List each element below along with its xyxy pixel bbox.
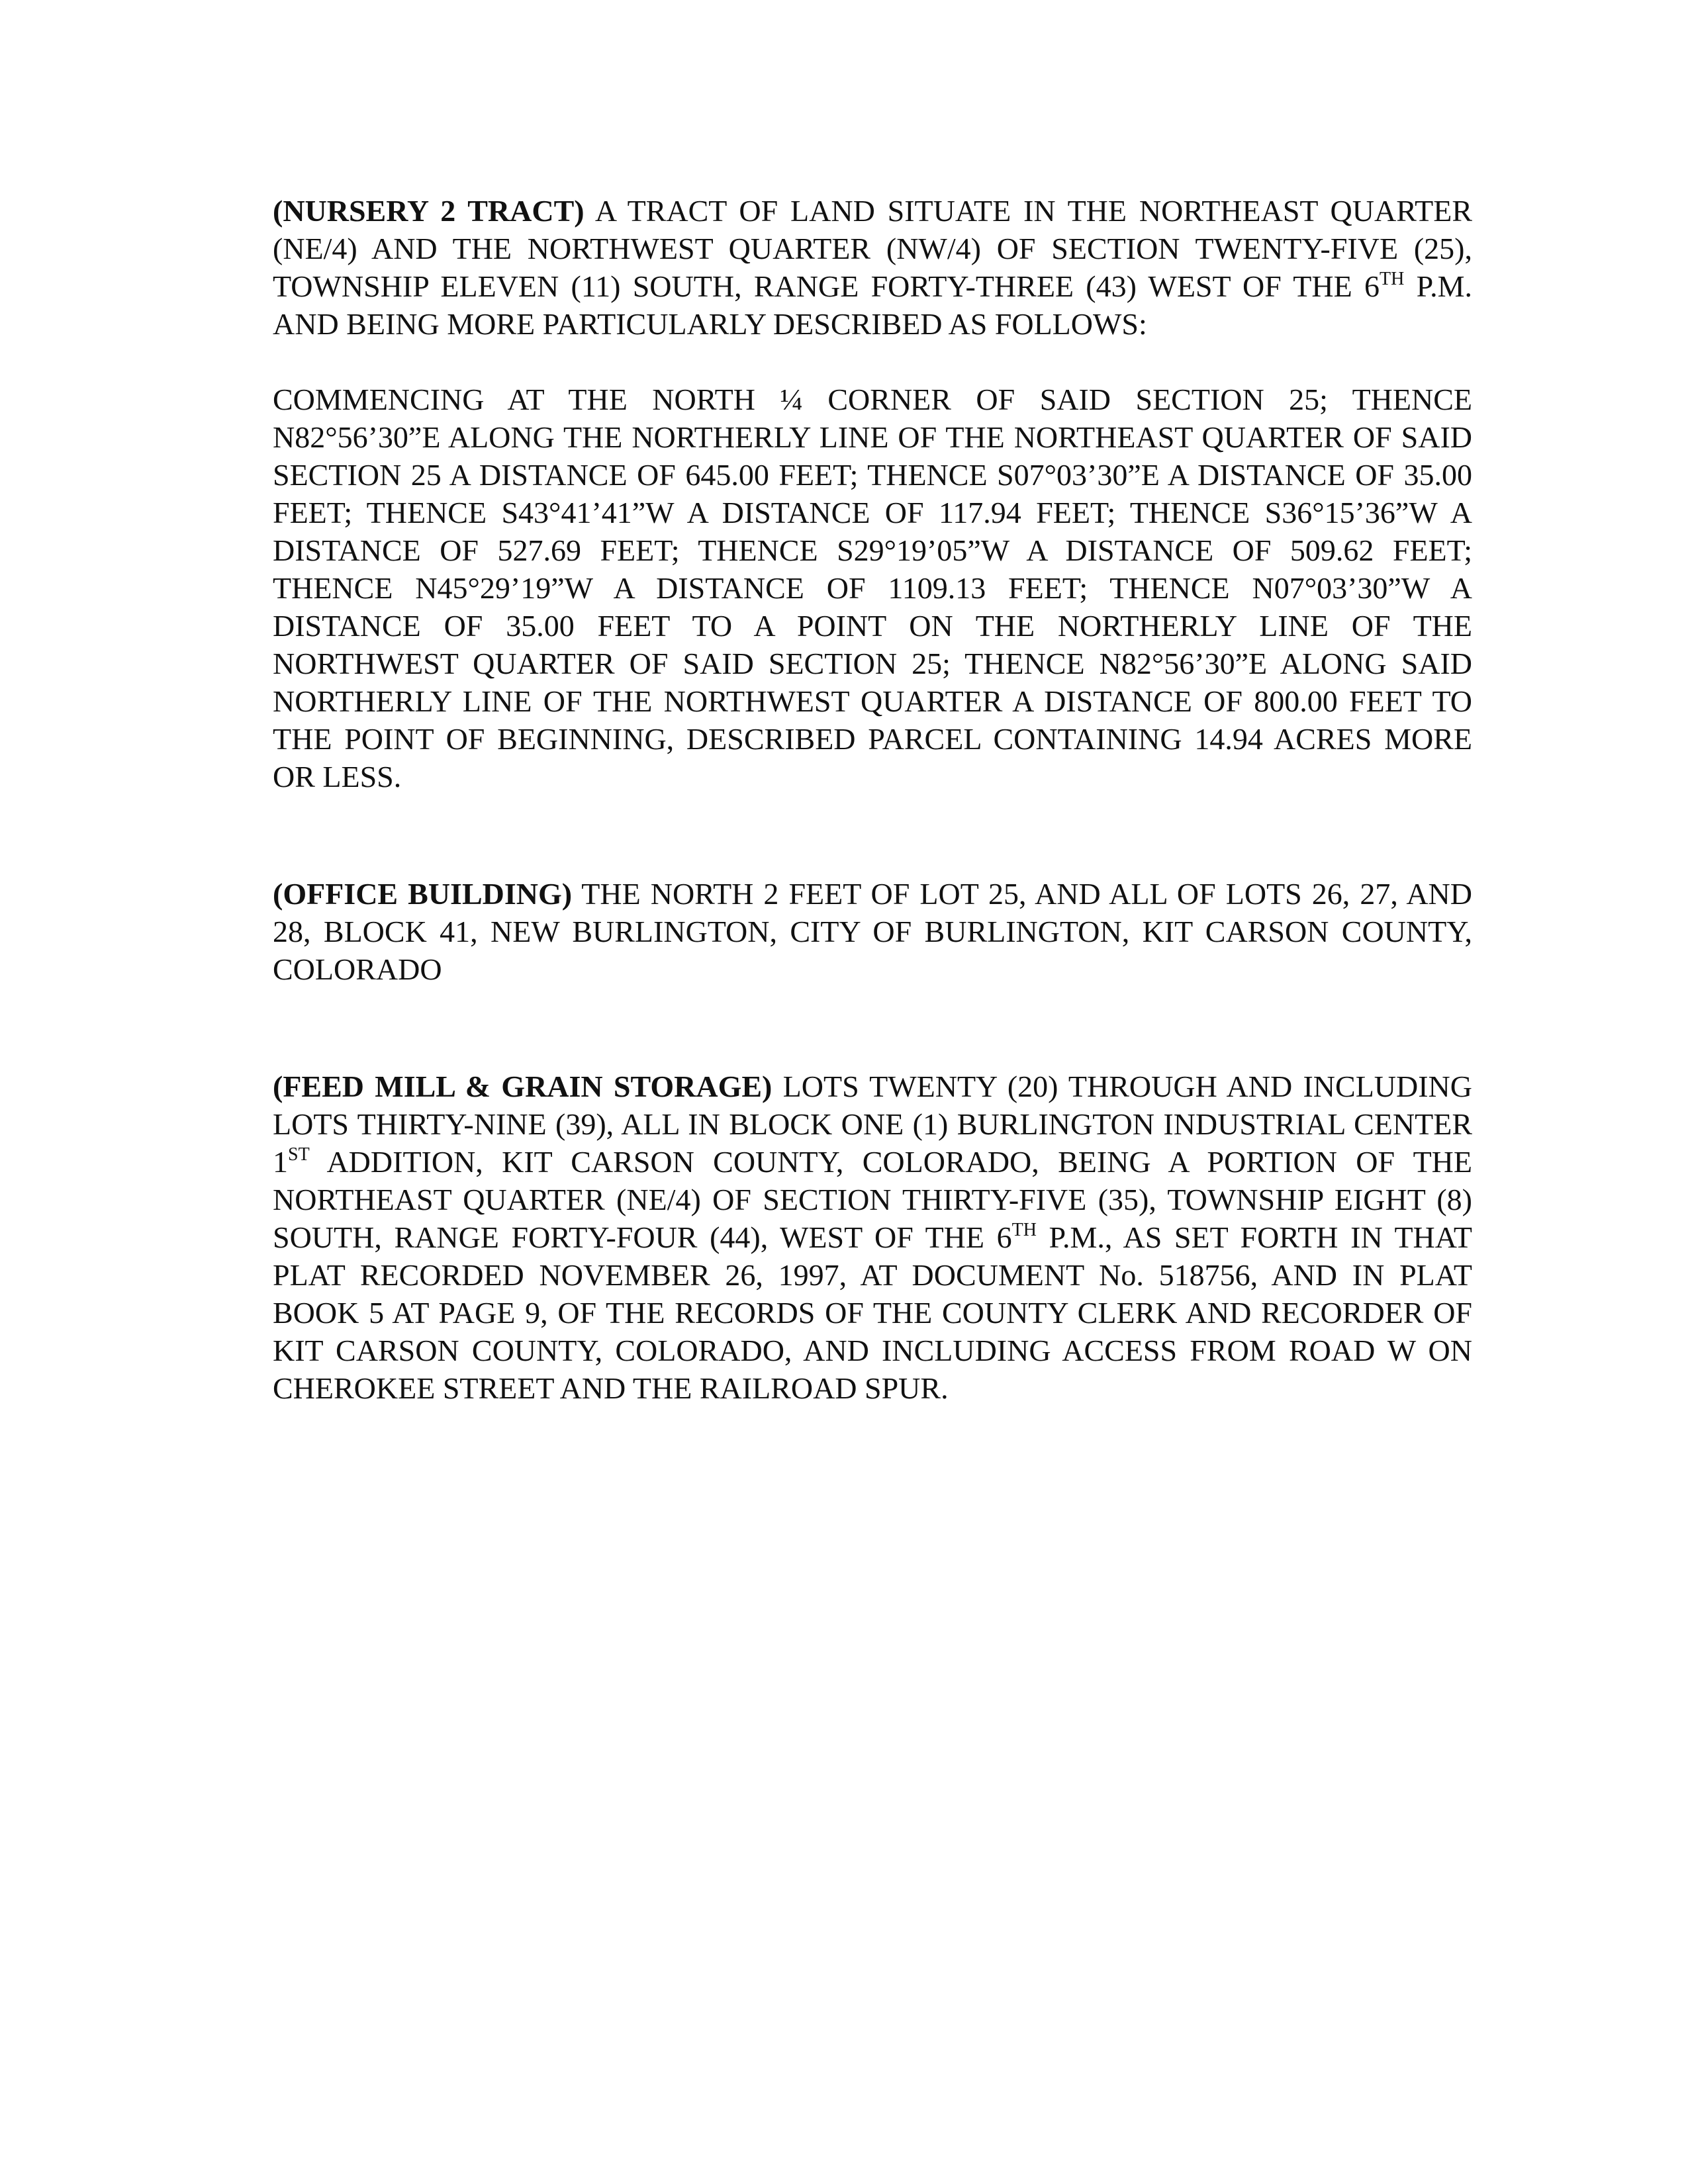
office-building-heading: (OFFICE BUILDING)	[273, 877, 573, 911]
nursery-tract-text-b: P.M. AND BEING MORE PARTICULARLY DESCRIBED AS FOLLOWS:	[273, 269, 1472, 341]
feed-mill-text-a: LOTS TWENTY (20) THROUGH AND INCLUDING LOTS THIRTY-NINE (39), ALL IN BLOCK ONE (1) BURLINGTON INDUSTRIAL CENTER 1	[273, 1069, 1472, 1179]
nursery-tract-superscript: TH	[1380, 269, 1405, 289]
feed-mill-text-c: P.M., AS SET FORTH IN THAT PLAT RECORDED NOVEMBER 26, 1997, AT DOCUMENT No. 518756, AND IN PLAT BOOK 5 AT PAGE 9, OF THE RECORDS OF THE COUNTY CLERK AND RECORDER OF KIT CARSON COUNTY, COLORADO, AND INCLUDING ACCESS FROM ROAD W ON CHEROKEE STREET AND THE RAILROAD SPUR.	[273, 1220, 1473, 1405]
office-building-paragraph	[273, 875, 1472, 988]
office-building-text: THE NORTH 2 FEET OF LOT 25, AND ALL OF LOTS 26, 27, AND 28, BLOCK 41, NEW BURLINGTON, CITY OF BURLINGTON, KIT CARSON COUNTY, COLORADO	[273, 877, 1472, 986]
feed-mill-paragraph	[273, 1068, 1472, 1407]
nursery-tract-heading: (NURSERY 2 TRACT)	[273, 194, 585, 228]
feed-mill-text-b: ADDITION, KIT CARSON COUNTY, COLORADO, BEING A PORTION OF THE NORTHEAST QUARTER (NE/4) OF SECTION THIRTY-FIVE (35), TOWNSHIP EIGHT (8) SOUTH, RANGE FORTY-FOUR (44), WEST OF THE 6	[273, 1145, 1472, 1254]
feed-mill-superscript-th: TH	[1011, 1220, 1037, 1240]
commencing-paragraph: COMMENCING AT THE NORTH ¼ CORNER OF SAID SECTION 25; THENCE N82°56’30”E ALONG THE NORTHERLY LINE OF THE NORTHEAST QUARTER OF SAID SECTION 25 A DISTANCE OF 645.00 FEET; THENCE S07°03’30”E A DISTANCE OF 35.00 FEET; THENCE S43°41’41”W A DISTANCE OF 117.94 FEET; THENCE S36°15’36”W A DISTANCE OF 527.69 FEET; THENCE S29°19’05”W A DISTANCE OF 509.62 FEET; THENCE N45°29’19”W A DISTANCE OF 1109.13 FEET; THENCE N07°03’30”W A DISTANCE OF 35.00 FEET TO A POINT ON THE NORTHERLY LINE OF THE NORTHWEST QUARTER OF SAID SECTION 25; THENCE N82°56’30”E ALONG SAID NORTHERLY LINE OF THE NORTHWEST QUARTER A DISTANCE OF 800.00 FEET TO THE POINT OF BEGINNING, DESCRIBED PARCEL CONTAINING 14.94 ACRES MORE OR LESS.	[273, 383, 1472, 794]
nursery-tract-paragraph	[273, 192, 1472, 343]
feed-mill-heading: (FEED MILL & GRAIN STORAGE)	[273, 1069, 773, 1103]
nursery-tract-text-a: A TRACT OF LAND SITUATE IN THE NORTHEAST QUARTER (NE/4) AND THE NORTHWEST QUARTER (NW/4) OF SECTION TWENTY-FIVE (25), TOWNSHIP ELEVEN (11) SOUTH, RANGE FORTY-THREE (43) WEST OF THE 6	[273, 194, 1472, 303]
feed-mill-superscript-st: ST	[288, 1144, 310, 1165]
document-page	[273, 192, 1472, 1407]
